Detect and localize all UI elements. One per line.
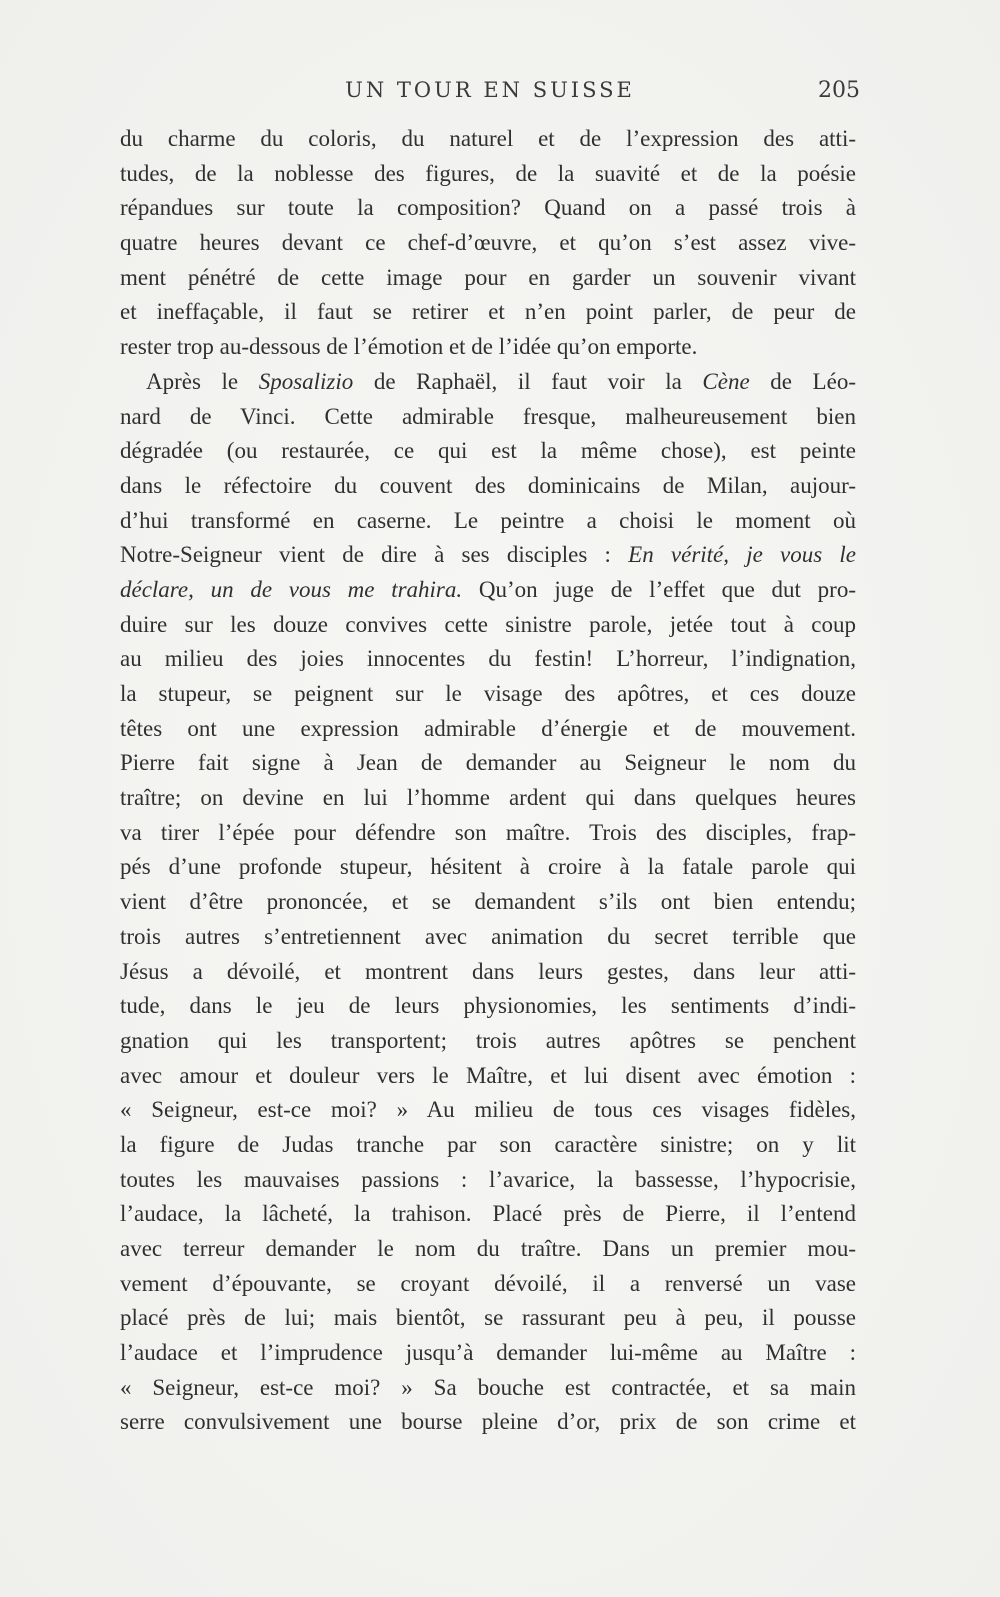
text-line: vient d’être prononcée, et se demandent s’ils ont bien entendu; [120, 889, 856, 915]
text-line: nard de Vinci. Cette admirable fresque, malheureusement bien [120, 403, 856, 429]
italic-text: Sposalizio [258, 368, 354, 394]
text-line: la figure de Judas tranche par son caractère sinistre; on y lit [120, 1131, 856, 1157]
text-line: Pierre fait signe à Jean de demander au Seigneur le nom du [120, 750, 856, 776]
text-line: répandues sur toute la composition? Quand on a passé trois à [120, 195, 856, 221]
text-line: d’hui transformé en caserne. Le peintre a choisi le moment où [120, 507, 856, 533]
text-line: au milieu des joies innocentes du festin! L’horreur, l’indignation, [120, 646, 856, 672]
running-title: UN TOUR EN SUISSE [345, 78, 635, 102]
text-line: avec amour et douleur vers le Maître, et lui disent avec émotion : [120, 1062, 856, 1088]
text-line: pés d’une profonde stupeur, hésitent à croire à la fatale parole qui [120, 854, 856, 880]
text-line: gnation qui les transportent; trois autres apôtres se penchent [120, 1027, 856, 1053]
text-line: la stupeur, se peignent sur le visage des apôtres, et ces douze [120, 681, 856, 706]
text-line: rester trop au-dessous de l’émotion et de l’idée qu’on emporte. [120, 334, 698, 360]
text-line: traître; on devine en lui l’homme ardent qui dans quelques heures [120, 785, 856, 811]
text-line: Après le Sposalizio de Raphaël, il faut voir la Cène de Léo- [146, 368, 856, 394]
page-number: 205 [818, 78, 860, 103]
body-text [120, 122, 856, 1440]
text-line: va tirer l’épée pour défendre son maître. Trois des disciples, frap- [120, 819, 856, 845]
text-line: ment pénétré de cette image pour en garder un souvenir vivant [120, 264, 856, 290]
text-line: toutes les mauvaises passions : l’avarice, la bassesse, l’hypocrisie, [120, 1166, 856, 1192]
text-line: serre convulsivement une bourse pleine d’or, prix de son crime et [120, 1409, 856, 1435]
text-line: et ineffaçable, il faut se retirer et n’en point parler, de peur de [120, 299, 856, 325]
text-line: l’audace, la lâcheté, la trahison. Placé près de Pierre, il l’entend [120, 1201, 856, 1227]
text-line: tude, dans le jeu de leurs physionomies, les sentiments d’indi- [120, 993, 856, 1019]
text-line: déclare, un de vous me trahira. Qu’on juge de l’effet que dut pro- [120, 576, 856, 602]
text-line: têtes ont une expression admirable d’énergie et de mouvement. [120, 715, 856, 741]
italic-text: En vérité, je vous le [628, 542, 857, 568]
text-line: du charme du coloris, du naturel et de l’expression des atti- [120, 126, 856, 151]
running-head [120, 78, 860, 108]
text-line: « Seigneur, est-ce moi? » Au milieu de tous ces visages fidèles, [120, 1097, 856, 1123]
italic-text: Cène [702, 368, 750, 394]
text-line: l’audace et l’imprudence jusqu’à demander lui-même au Maître : [120, 1340, 856, 1366]
text-line: duire sur les douze convives cette sinistre parole, jetée tout à coup [120, 611, 856, 637]
text-line: tudes, de la noblesse des figures, de la suavité et de la poésie [120, 160, 856, 186]
text-line: dans le réfectoire du couvent des dominicains de Milan, aujour- [120, 472, 856, 498]
text-line: quatre heures devant ce chef-d’œuvre, et qu’on s’est assez vive- [120, 230, 856, 256]
text-line: placé près de lui; mais bientôt, se rassurant peu à peu, il pousse [120, 1305, 856, 1331]
text-line: dégradée (ou restaurée, ce qui est la même chose), est peinte [120, 438, 856, 464]
text-line: « Seigneur, est-ce moi? » Sa bouche est contractée, et sa main [120, 1374, 856, 1400]
text-line: trois autres s’entretiennent avec animation du secret terrible que [120, 923, 856, 949]
text-line: Jésus a dévoilé, et montrent dans leurs gestes, dans leur atti- [120, 958, 856, 984]
text-line: Notre-Seigneur vient de dire à ses disciples : En vérité, je vous le [120, 542, 857, 568]
text-line: vement d’épouvante, se croyant dévoilé, il a renversé un vase [120, 1270, 856, 1296]
text-line: avec terreur demander le nom du traître. Dans un premier mou- [120, 1236, 856, 1261]
italic-text: déclare, un de vous me trahira. [120, 576, 463, 602]
